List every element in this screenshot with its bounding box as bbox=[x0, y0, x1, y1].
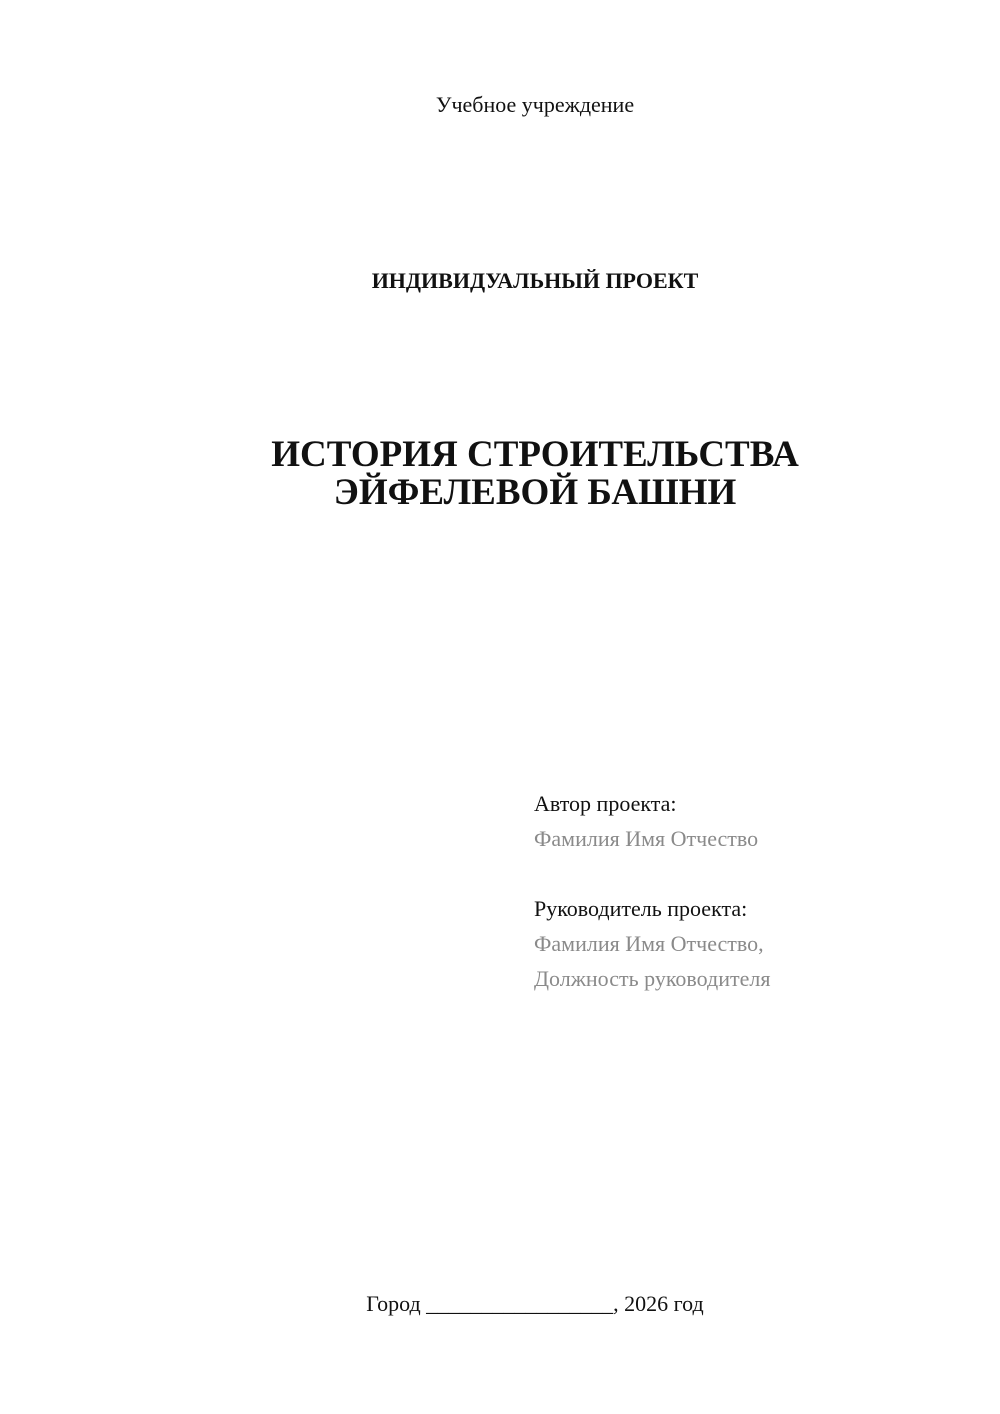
project-title bbox=[0, 436, 1000, 512]
author-label: Автор проекта: bbox=[534, 791, 677, 816]
project-info-block bbox=[534, 786, 974, 996]
project-title-line-1: ИСТОРИЯ СТРОИТЕЛЬСТВА bbox=[271, 434, 799, 475]
project-title-line-2: ЭЙФЕЛЕВОЙ БАШНИ bbox=[333, 472, 737, 513]
supervisor-name: Фамилия Имя Отчество, bbox=[534, 931, 764, 956]
city-year-line: Город _________________, 2026 год bbox=[366, 1291, 704, 1316]
supervisor-label: Руководитель проекта: bbox=[534, 896, 748, 921]
supervisor-position: Должность руководителя bbox=[534, 966, 771, 991]
project-type-heading: ИНДИВИДУАЛЬНЫЙ ПРОЕКТ bbox=[371, 268, 699, 293]
info-spacer bbox=[534, 856, 974, 891]
author-name: Фамилия Имя Отчество bbox=[534, 826, 759, 851]
institution-name: Учебное учреждение bbox=[435, 92, 635, 117]
